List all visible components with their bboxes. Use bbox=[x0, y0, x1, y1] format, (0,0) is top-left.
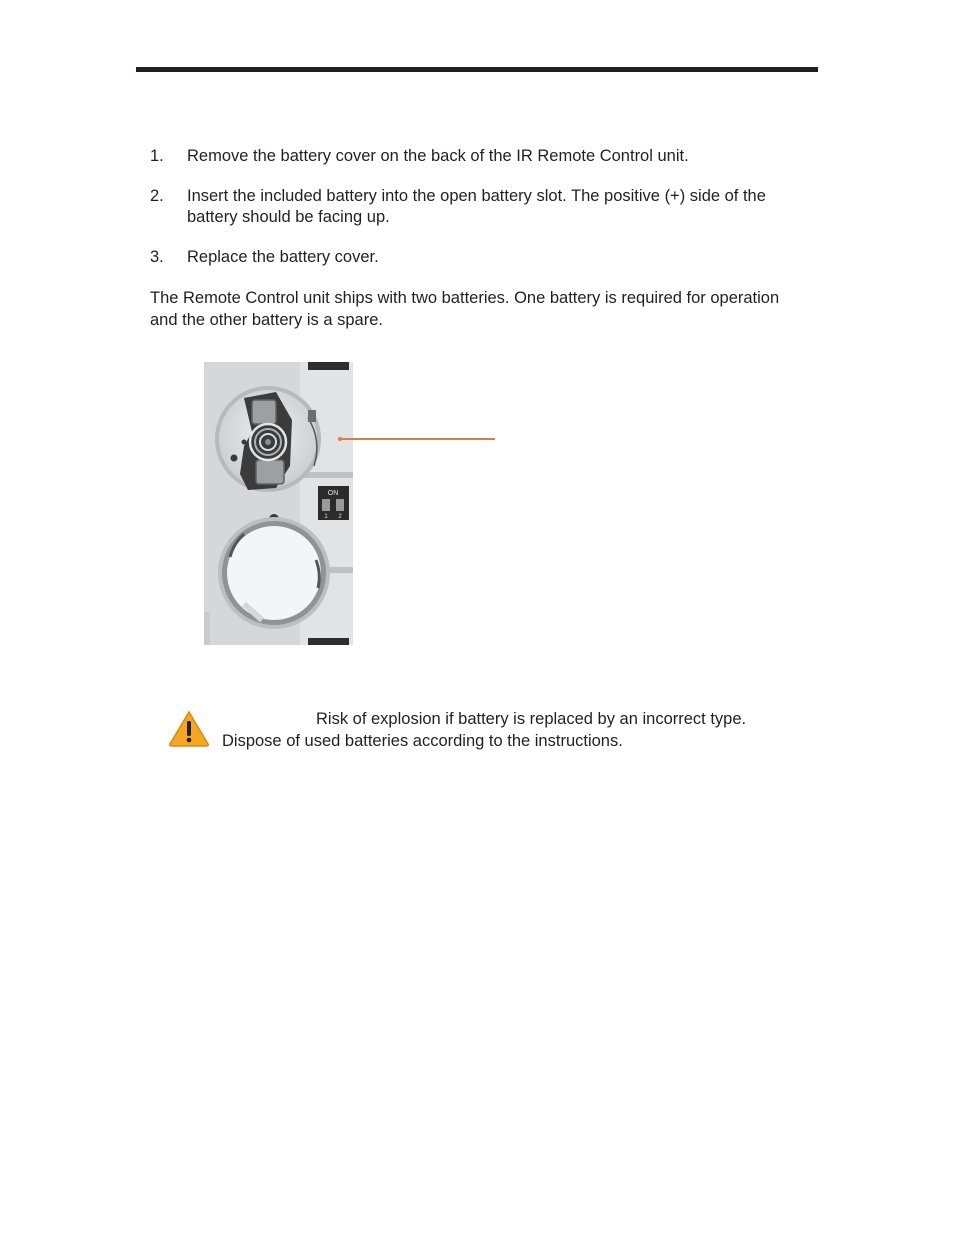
callout-pointer bbox=[338, 437, 495, 441]
switch-number-1: 1 bbox=[324, 514, 328, 520]
switch-number-2: 2 bbox=[338, 514, 342, 520]
warning-icon bbox=[168, 710, 210, 747]
step-text: Remove the battery cover on the back of the IR Remote Control unit. bbox=[187, 147, 689, 165]
step-number: 3. bbox=[150, 248, 164, 266]
battery-compartment-photo bbox=[204, 362, 353, 645]
warning-text-line1: Risk of explosion if battery is replaced by an incorrect type. bbox=[316, 710, 747, 728]
step-number: 1. bbox=[150, 147, 164, 165]
step-text: Replace the battery cover. bbox=[187, 248, 379, 266]
switch-on-label: ON bbox=[327, 490, 339, 497]
battery-note: The Remote Control unit ships with two batteries. One battery is required for operation and the other battery is a spare. bbox=[150, 289, 780, 329]
warning-text-line2: Dispose of used batteries according to the instructions. bbox=[222, 732, 623, 750]
step-text: Insert the included battery into the open battery slot. The positive (+) side of the battery should be facing up. bbox=[187, 187, 766, 226]
header-rule bbox=[136, 67, 818, 72]
step-number: 2. bbox=[150, 187, 164, 205]
